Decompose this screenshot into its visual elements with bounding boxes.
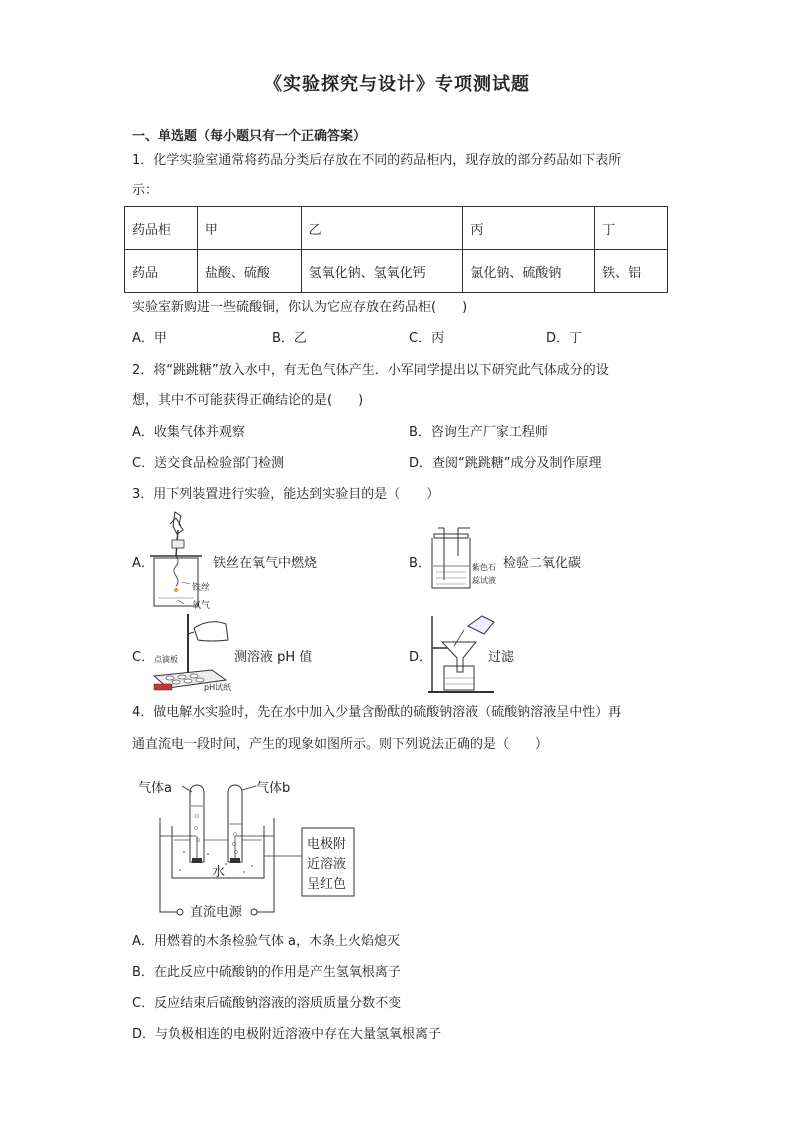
q3-option-d-letter: D． [409, 650, 433, 665]
table-cell: 铁、铝 [595, 250, 668, 293]
q1-stem-line1: 1．化学实验室通常将药品分类后存放在不同的药品柜内，现存放的部分药品如下表所 [132, 153, 622, 168]
q4-option-a: A．用燃着的木条检验气体 a，木条上火焰熄灭 [132, 934, 400, 949]
q4-stem-line2: 通直流电一段时间，产生的现象如图所示。则下列说法正确的是（ ） [132, 737, 549, 752]
table-cell: 氯化钠、硫酸钠 [463, 250, 595, 293]
q1-question: 实验室新购进一些硫酸铜，你认为它应存放在药品柜( ) [132, 300, 468, 315]
table-cell: 药品 [125, 250, 198, 293]
q3-option-a-letter: A． [132, 556, 154, 571]
label-iron-wire: 铁丝 [192, 583, 211, 593]
q4-stem-line1: 4．做电解水实验时，先在水中加入少量含酚酞的硫酸钠溶液（硫酸钠溶液呈中性）再 [132, 705, 622, 720]
table-row [125, 207, 668, 250]
q2-option-a: A．收集气体并观察 [132, 425, 245, 440]
table-cell: 药品柜 [125, 207, 198, 250]
gas-b-label: 气体b [256, 781, 291, 796]
table-cell: 甲 [197, 207, 301, 250]
q3-option-c-letter: C． [132, 650, 155, 665]
q4-option-d: D．与负极相连的电极附近溶液中存在大量氢氧根离子 [132, 1027, 442, 1042]
q2-option-b: B．咨询生产厂家工程师 [409, 425, 548, 440]
q2-stem-line1: 2．将“跳跳糖”放入水中，有无色气体产生．小军同学提出以下研究此气体成分的设 [132, 363, 609, 378]
q1-option-b: B．乙 [272, 331, 307, 346]
label-spot-plate: 点滴板 [154, 655, 178, 664]
table-cell: 氢氧化钠、氢氧化钙 [301, 250, 463, 293]
q3-stem: 3．用下列装置进行实验，能达到实验目的是（ ） [132, 487, 440, 502]
note-line1: 电极附 [307, 837, 347, 852]
q4-option-c: C．反应结束后硫酸钠溶液的溶质质量分数不变 [132, 996, 402, 1011]
section-heading: 一、单选题（每小题只有一个正确答案） [132, 129, 367, 144]
gas-a-label: 气体a [138, 781, 172, 796]
q1-option-c: C．丙 [409, 331, 445, 346]
q2-option-c: C．送交食品检验部门检测 [132, 456, 285, 471]
label-ph-paper: pH试纸 [204, 683, 232, 692]
table-cell: 盐酸、硫酸 [197, 250, 301, 293]
table-cell: 丁 [595, 207, 668, 250]
label-litmus-1: 紫色石 [472, 563, 496, 572]
label-oxygen: 氧气 [192, 601, 211, 611]
q3-option-a-caption: 铁丝在氧气中燃烧 [213, 556, 318, 571]
table-row [125, 250, 668, 293]
table-cell: 丙 [463, 207, 595, 250]
q1-option-a: A．甲 [132, 331, 167, 346]
table-cell: 乙 [301, 207, 463, 250]
q3-option-b-letter: B． [409, 556, 431, 571]
label-litmus-2: 蕊试液 [472, 576, 496, 585]
note-line2: 近溶液 [307, 857, 347, 872]
q3-option-b-caption: 检验二氧化碳 [503, 556, 582, 571]
q2-option-d: D．查阅“跳跳糖”成分及制作原理 [409, 456, 602, 471]
ph-test-figure [150, 614, 230, 694]
page-title: 《实验探究与设计》专项测试题 [264, 74, 530, 95]
iron-wire-oxygen-figure [148, 512, 211, 612]
power-supply-label: 直流电源 [190, 905, 243, 920]
q3-option-d-caption: 过滤 [488, 650, 515, 665]
co2-test-figure [428, 528, 508, 594]
drug-cabinet-table [124, 206, 668, 293]
electrolysis-figure [140, 772, 370, 922]
q1-stem-line2: 示： [132, 183, 159, 198]
q3-option-c-caption: 测溶液 pH 值 [234, 650, 313, 665]
water-label: 水 [212, 865, 226, 880]
q4-option-b: B．在此反应中硫酸钠的作用是产生氢氧根离子 [132, 965, 401, 980]
q1-option-d: D．丁 [546, 331, 583, 346]
note-line3: 呈红色 [307, 877, 347, 892]
q2-stem-line2: 想，其中不可能获得正确结论的是( ) [132, 393, 364, 408]
